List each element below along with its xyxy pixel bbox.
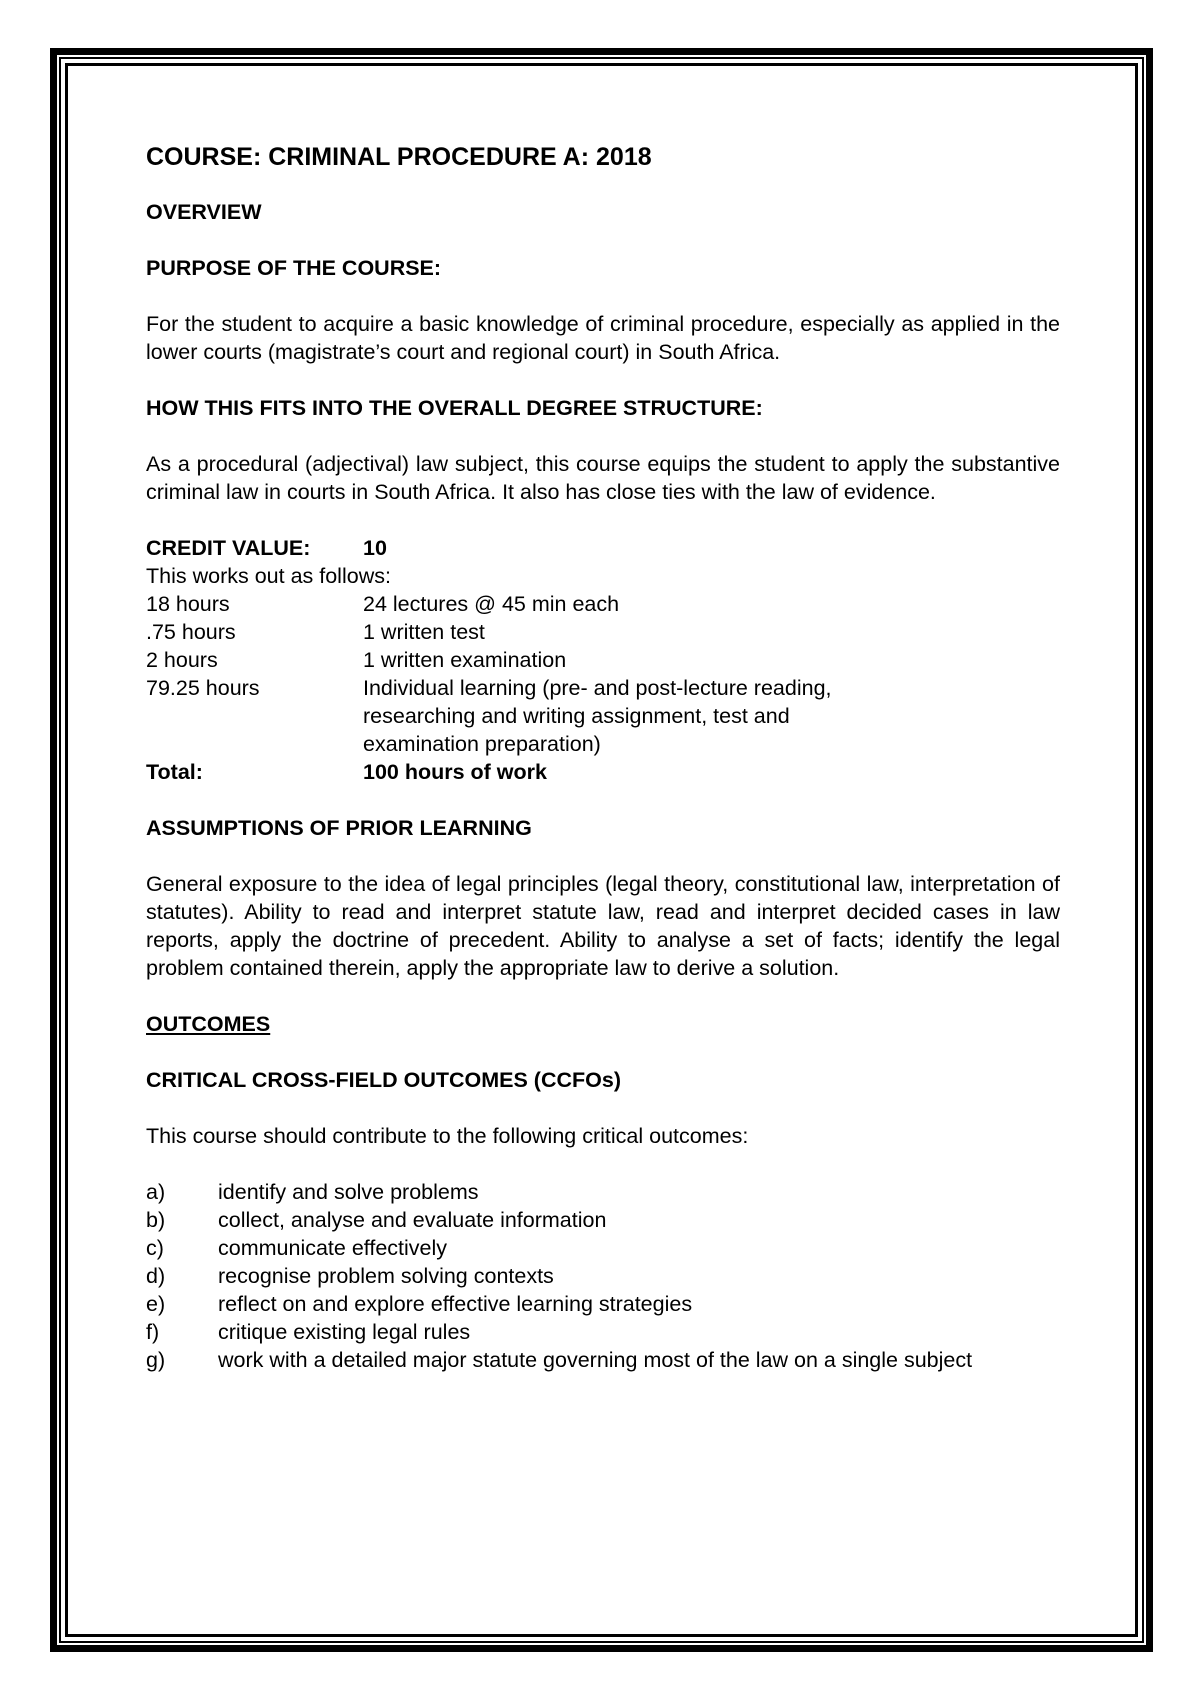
overview-heading: OVERVIEW <box>146 200 262 224</box>
credit-total-row <box>146 758 1060 786</box>
list-item <box>146 1206 1060 1234</box>
credit-row <box>146 674 1060 758</box>
document-body <box>146 140 1060 1374</box>
assumptions-heading: ASSUMPTIONS OF PRIOR LEARNING <box>146 816 532 840</box>
purpose-text: For the student to acquire a basic knowledge of criminal procedure, especially as applied in the lower courts (magistrate’s court and regional court) in South Africa. <box>146 312 1060 364</box>
credit-desc: 1 written test <box>363 620 485 644</box>
credit-hours: 18 hours <box>146 592 230 616</box>
credit-value-row <box>146 534 1060 562</box>
credit-desc: 1 written examination <box>363 648 567 672</box>
credit-value-label: CREDIT VALUE: <box>146 536 311 560</box>
list-item <box>146 1178 1060 1206</box>
list-marker: g) <box>146 1348 166 1372</box>
ccfo-intro: This course should contribute to the following critical outcomes: <box>146 1124 749 1148</box>
credit-row <box>146 590 1060 618</box>
list-item-text: critique existing legal rules <box>218 1320 471 1344</box>
credit-hours: .75 hours <box>146 620 236 644</box>
fit-text: As a procedural (adjectival) law subject, this course equips the student to apply the substantive criminal law in courts in South Africa. It also has close ties with the law of evidence. <box>146 452 1060 504</box>
list-item <box>146 1318 1060 1346</box>
credit-row <box>146 618 1060 646</box>
list-item <box>146 1290 1060 1318</box>
list-item <box>146 1262 1060 1290</box>
credit-intro: This works out as follows: <box>146 564 391 588</box>
credit-total-value: 100 hours of work <box>363 760 547 784</box>
list-marker: e) <box>146 1292 166 1316</box>
credit-hours: 79.25 hours <box>146 676 260 700</box>
credit-hours: 2 hours <box>146 648 218 672</box>
list-item-text: work with a detailed major statute governing most of the law on a single subject <box>218 1348 973 1372</box>
ccfo-heading: CRITICAL CROSS-FIELD OUTCOMES (CCFOs) <box>146 1068 621 1092</box>
list-item-text: collect, analyse and evaluate information <box>218 1208 607 1232</box>
list-item-text: identify and solve problems <box>218 1180 479 1204</box>
credit-total-label: Total: <box>146 760 203 784</box>
list-marker: f) <box>146 1320 160 1344</box>
list-item-text: communicate effectively <box>218 1236 448 1260</box>
credit-value-number: 10 <box>363 536 387 560</box>
list-marker: b) <box>146 1208 166 1232</box>
list-item-text: reflect on and explore effective learning strategies <box>218 1292 693 1316</box>
list-item <box>146 1234 1060 1262</box>
list-item-text: recognise problem solving contexts <box>218 1264 554 1288</box>
purpose-heading: PURPOSE OF THE COURSE: <box>146 256 442 280</box>
ccfo-list <box>146 1178 1060 1374</box>
outcomes-heading: OUTCOMES <box>146 1012 271 1036</box>
list-item <box>146 1346 1060 1374</box>
credit-desc: 24 lectures @ 45 min each <box>363 592 620 616</box>
list-marker: c) <box>146 1236 164 1260</box>
assumptions-text: General exposure to the idea of legal principles (legal theory, constitutional law, interpretation of statutes). Ability to read and interpret statute law, read and interpret decided cases in law reports, apply the doctrine of precedent. Ability to analyse a set of facts; identify the legal problem contained therein, apply the appropriate law to derive a solution. <box>146 872 1060 980</box>
credit-section <box>146 534 1060 786</box>
page-title: COURSE: CRIMINAL PROCEDURE A: 2018 <box>146 143 652 171</box>
credit-desc: Individual learning (pre- and post-lecture reading, researching and writing assignment, test and examination preparation) <box>363 676 832 756</box>
credit-row <box>146 646 1060 674</box>
list-marker: a) <box>146 1180 166 1204</box>
fit-heading: HOW THIS FITS INTO THE OVERALL DEGREE STRUCTURE: <box>146 396 763 420</box>
list-marker: d) <box>146 1264 166 1288</box>
